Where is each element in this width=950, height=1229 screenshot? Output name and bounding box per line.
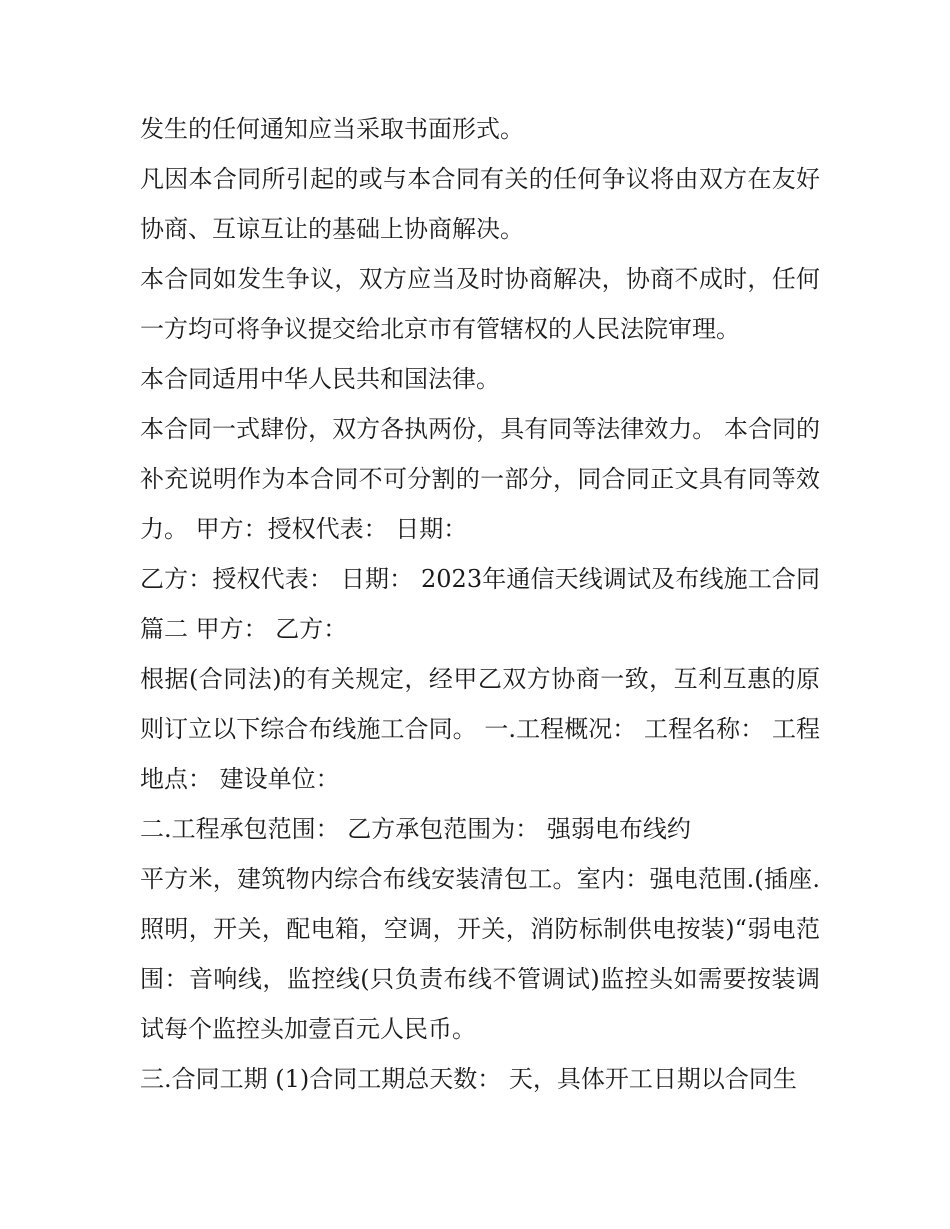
paragraph-notice-form: 发生的任何通知应当采取书面形式。 [140,115,524,143]
paragraph-contract-period: 三.合同工期 (1)合同工期总天数： 天，具体开工日期以合同生 [140,1065,797,1093]
paragraph-scope-detail: 平方米，建筑物内综合布线安装清包工。室内：强电范围.(插座.照明，开关，配电箱，空调，开关，消防标制供电按装)“弱电范围：音响线，监控线(只负责布线不管调试)监控头如需要按装调试每个监控头加壹百元人民币。 [140,865,820,1043]
contract-text [140,104,820,1104]
paragraph-dispute-court: 本合同如发生争议，双方应当及时协商解决，协商不成时，任何一方均可将争议提交给北京市有管辖权的人民法院审理。 [140,265,820,343]
paragraph-scope-heading: 二.工程承包范围： 乙方承包范围为： 强弱电布线约 [140,815,691,843]
paragraph-governing-law: 本合同适用中华人民共和国法律。 [140,365,500,393]
paragraph-copies-signature-a: 本合同一式肆份，双方各执两份，具有同等法律效力。 本合同的补充说明作为本合同不可分割的一部分，同合同正文具有同等效力。 甲方：授权代表： 日期： [140,415,820,543]
paragraph-project-overview: 根据(合同法)的有关规定，经甲乙双方协商一致，互利互惠的原则订立以下综合布线施工合同。 一.工程概况： 工程名称： 工程地点： 建设单位： [140,665,820,793]
paragraph-signature-b-title: 乙方：授权代表： 日期： 2023年通信天线调试及布线施工合同篇二 甲方： 乙方： [140,565,820,643]
paragraph-dispute-negotiation: 凡因本合同所引起的或与本合同有关的任何争议将由双方在友好协商、互谅互让的基础上协商解决。 [140,165,820,243]
